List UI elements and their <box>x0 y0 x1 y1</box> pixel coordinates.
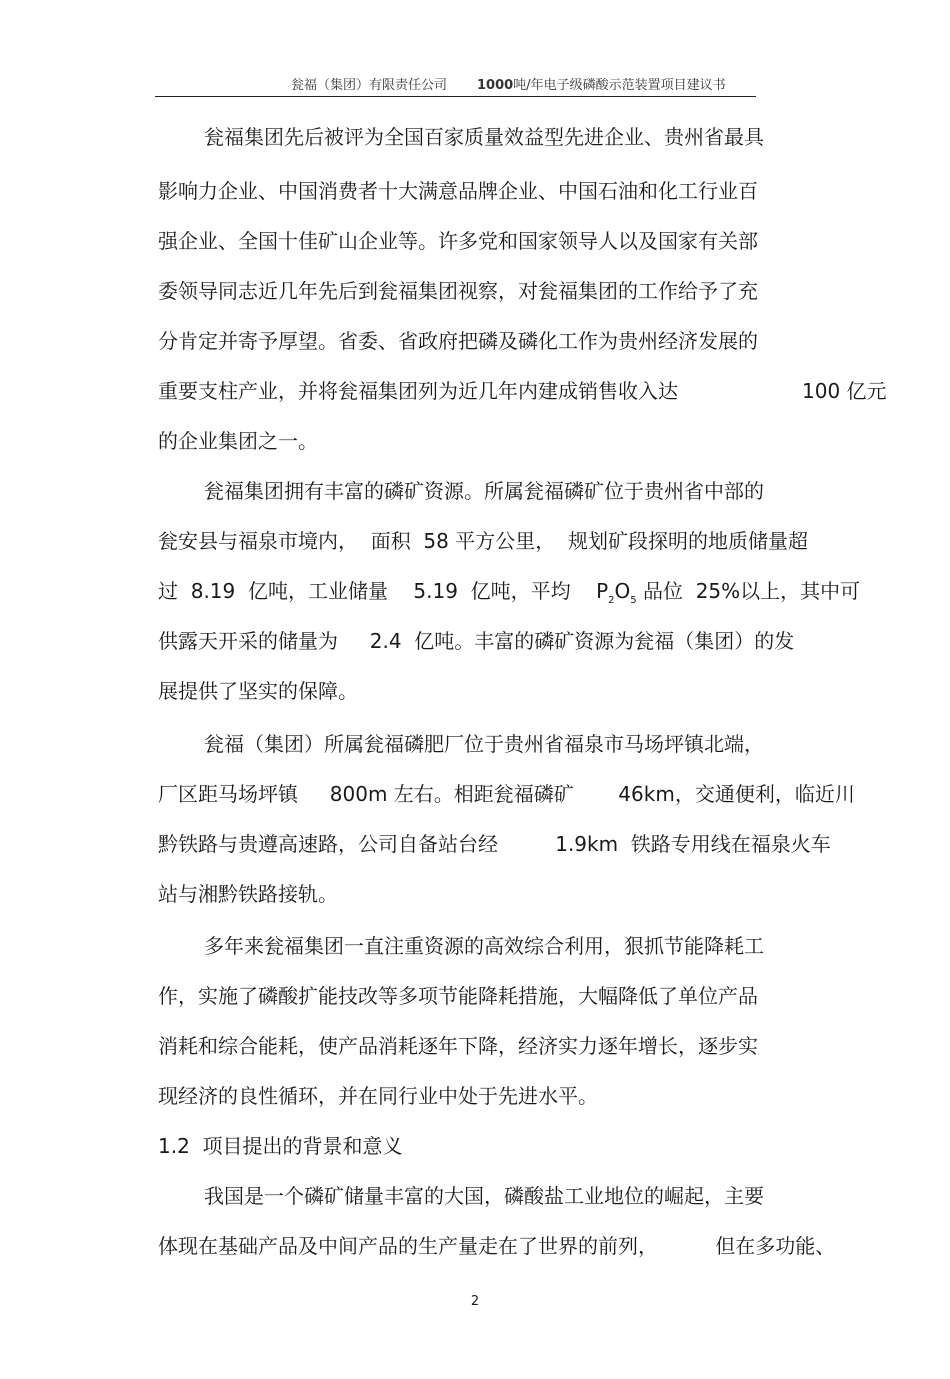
paragraph-2-line-1: 瓮福集团拥有丰富的磷矿资源。所属瓮福磷矿位于贵州省中部的 <box>204 479 764 503</box>
paragraph-2-line-5: 展提供了坚实的保障。 <box>158 679 358 703</box>
formula-o: O <box>614 579 631 603</box>
header-company: 瓮福（集团）有限责任公司 <box>291 78 448 93</box>
paragraph-3-line-2: 厂区距马场坪镇 800m 左右。相距瓮福磷矿 46km，交通便利，临近川 <box>158 782 855 806</box>
paragraph-1-line-1: 瓮福集团先后被评为全国百家质量效益型先进企业、贵州省最具 <box>204 125 764 149</box>
paragraph-4-line-3: 消耗和综合能耗，使产品消耗逐年下降，经济实力逐年增长，逐步实 <box>158 1034 758 1058</box>
paragraph-2-line-3-text: 过 8.19 亿吨，工业储量 5.19 亿吨，平均 P <box>158 579 609 603</box>
header-title-text: 吨/年电子级磷酸示范装置项目建议书 <box>513 78 726 93</box>
page-number: 2 <box>470 1294 480 1309</box>
section-heading: 1.2 项目提出的背景和意义 <box>158 1134 403 1158</box>
paragraph-4-line-1: 多年来瓮福集团一直注重资源的高效综合利用，狠抓节能降耗工 <box>204 934 764 958</box>
paragraph-5-line-2: 体现在基础产品及中间产品的生产量走在了世界的前列， 但在多功能、 <box>158 1234 836 1258</box>
header-title <box>477 74 726 93</box>
page-header <box>155 74 756 96</box>
paragraph-1-line-4: 委领导同志近几年先后到瓮福集团视察，对瓮福集团的工作给予了充 <box>158 279 758 303</box>
formula-subscript-2: 2 <box>608 595 615 606</box>
paragraph-1-line-3: 强企业、全国十佳矿山企业等。许多党和国家领导人以及国家有关部 <box>158 229 758 253</box>
paragraph-2-line-4: 供露天开采的储量为 2.4 亿吨。丰富的磷矿资源为瓮福（集团）的发 <box>158 629 795 653</box>
paragraph-2-line-2: 瓮安县与福泉市境内， 面积 58 平方公里， 规划矿段探明的地质储量超 <box>158 529 808 553</box>
paragraph-3-line-1: 瓮福（集团）所属瓮福磷肥厂位于贵州省福泉市马场坪镇北端， <box>204 732 764 756</box>
paragraph-1-line-7: 的企业集团之一。 <box>158 429 318 453</box>
formula-subscript-5: 5 <box>630 595 637 606</box>
paragraph-2-line-3-rest: 品位 25%以上，其中可 <box>636 579 861 603</box>
paragraph-3-line-3: 黔铁路与贵遵高速路，公司自备站台经 1.9km 铁路专用线在福泉火车 <box>158 832 831 856</box>
paragraph-4-line-4: 现经济的良性循环，并在同行业中处于先进水平。 <box>158 1084 598 1108</box>
paragraph-1-line-6: 重要支柱产业，并将瓮福集团列为近几年内建成销售收入达 <box>158 379 678 403</box>
paragraph-5-line-1: 我国是一个磷矿储量丰富的大国，磷酸盐工业地位的崛起，主要 <box>204 1184 764 1208</box>
paragraph-4-line-2: 作，实施了磷酸扩能技改等多项节能降耗措施，大幅降低了单位产品 <box>158 984 758 1008</box>
paragraph-1-line-2: 影响力企业、中国消费者十大满意品牌企业、中国石油和化工行业百 <box>158 179 758 203</box>
paragraph-1-amount: 100 亿元 <box>802 379 887 403</box>
header-rule <box>155 96 756 97</box>
paragraph-3-line-4: 站与湘黔铁路接轨。 <box>158 882 338 906</box>
paragraph-1-line-5: 分肯定并寄予厚望。省委、省政府把磷及磷化工作为贵州经济发展的 <box>158 329 758 353</box>
header-title-number: 1000 <box>477 78 514 93</box>
paragraph-2-line-3 <box>158 577 860 615</box>
